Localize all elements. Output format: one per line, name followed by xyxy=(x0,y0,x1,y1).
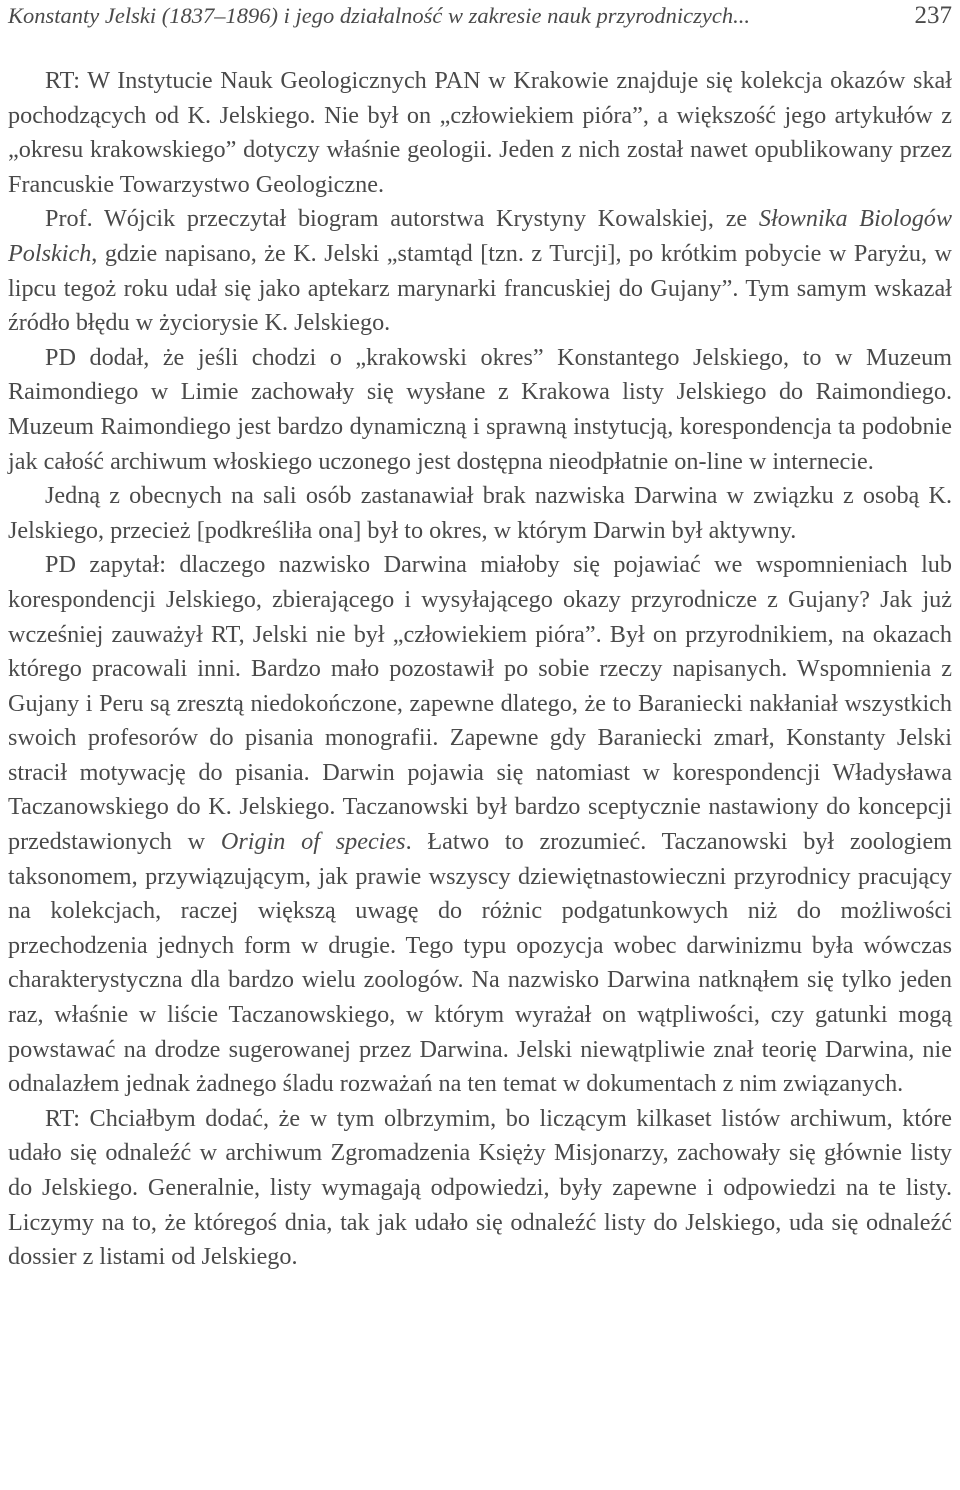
paragraph-text: , gdzie napisano, że K. Jelski „stamtąd [tzn. z Turcji], po krótkim pobycie w Paryżu, w lipcu tegoż roku udał się jako aptekarz marynarki francuskiej do Gujany”. Tym samym wskazał źródło błędu w życiorysie K. Jelskiego. xyxy=(8,239,952,337)
page-number: 237 xyxy=(914,2,952,29)
paragraph-text: Prof. Wójcik przeczytał biogram autorstwa Krystyny Kowalskiej, ze xyxy=(45,205,759,233)
paragraph-text: Jedną z obecnych na sali osób zastanawiał brak nazwiska Darwina w związku z osobą K. Jelskiego, przecież [podkreśliła ona] był to okres, w którym Darwin był aktywny. xyxy=(8,482,952,544)
book-title-italic: Origin of species xyxy=(220,828,406,856)
paragraph-text: RT: W Instytucie Nauk Geologicznych PAN w Krakowie znajduje się kolekcja okazów skał pochodzących od K. Jelskiego. Nie był on „człowiekiem pióra”, a większość jego artykułów z „okresu krakowskiego” dotyczy właśnie geologii. Jeden z nich został nawet opublikowany przez Francuskie Towarzystwo Geologiczne. xyxy=(8,67,952,198)
paragraph-text: PD dodał, że jeśli chodzi o „krakowski okres” Konstantego Jelskiego, to w Muzeum Raimondiego w Limie zachowały się wysłane z Krakowa listy Jelskiego do Raimondiego. Muzeum Raimondiego jest bardzo dynamiczną i sprawną instytucją, korespondencja ta podobnie jak całość archiwum włoskiego uczonego jest dostępna nieodpłatnie on-line w internecie. xyxy=(8,343,952,475)
paragraph xyxy=(8,548,952,1102)
paragraph xyxy=(8,202,952,340)
page-header xyxy=(8,0,952,42)
paragraph xyxy=(8,1102,952,1275)
paragraph-text: RT: Chciałbym dodać, że w tym olbrzymim, bo liczącym kilkaset listów archiwum, które udało się odnaleźć w archiwum Zgromadzenia Księży Misjonarzy, zachowały się głównie listy do Jelskiego. Generalnie, listy wymagają odpowiedzi, były zapewne i odpowiedzi na te listy. Liczymy na to, że któregoś dnia, tak jak udało się odnaleźć listy do Jelskiego, uda się odnaleźć dossier z listami od Jelskiego. xyxy=(8,1104,952,1271)
running-title: Konstanty Jelski (1837–1896) i jego działalność w zakresie nauk przyrodniczych... xyxy=(8,3,750,28)
paragraph xyxy=(8,64,952,202)
paragraph-text: . Łatwo to zrozumieć. Taczanowski był zoologiem taksonomem, przywiązującym, jak prawie wszyscy dziewiętnastowieczni przyrodnicy pracujący na kolekcjach, raczej większą uwagę do różnic podgatunkowych niż do możliwości przechodzenia jednych form w drugie. Tego typu opozycja wobec darwinizmu była wówczas charakterystyczna dla bardzo wielu zoologów. Na nazwisko Darwina natknąłem się tylko jeden raz, właśnie w liście Taczanowskiego, w którym wyrażał on wątpliwości, czy gatunki mogą powstawać na drodze sugerowanej przez Darwina. Jelski niewątpliwie znał teorię Darwina, nie odnalazłem jednak żadnego śladu rozważań na ten temat w dokumentach z nim związanych. xyxy=(8,828,952,1098)
paragraph xyxy=(8,479,952,548)
paragraph xyxy=(8,341,952,479)
article-body xyxy=(8,64,952,1275)
book-title-italic: Słownika Biologów Polskich xyxy=(8,205,953,267)
paragraph-text: PD zapytał: dlaczego nazwisko Darwina miałoby się pojawiać we wspomnieniach lub korespondencji Jelskiego, zbierającego i wysyłającego okazy przyrodnicze z Gujany? Jak już wcześniej zauważył RT, Jelski nie był „człowiekiem pióra”. Był on przyrodnikiem, na okazach którego pracowali inni. Bardzo mało pozostawił po sobie rzeczy napisanych. Wspomnienia z Gujany i Peru są zresztą niedokończone, zapewne dlatego, że to Baraniecki nakłaniał wszystkich swoich profesorów do pisania monografii. Zapewne gdy Baraniecki zmarł, Konstanty Jelski stracił motywację do pisania. Darwin pojawia się natomiast w korespondencji Władysława Taczanowskiego do K. Jelskiego. Taczanowski był bardzo sceptycznie nastawiony do koncepcji przedstawionych w xyxy=(8,551,952,856)
